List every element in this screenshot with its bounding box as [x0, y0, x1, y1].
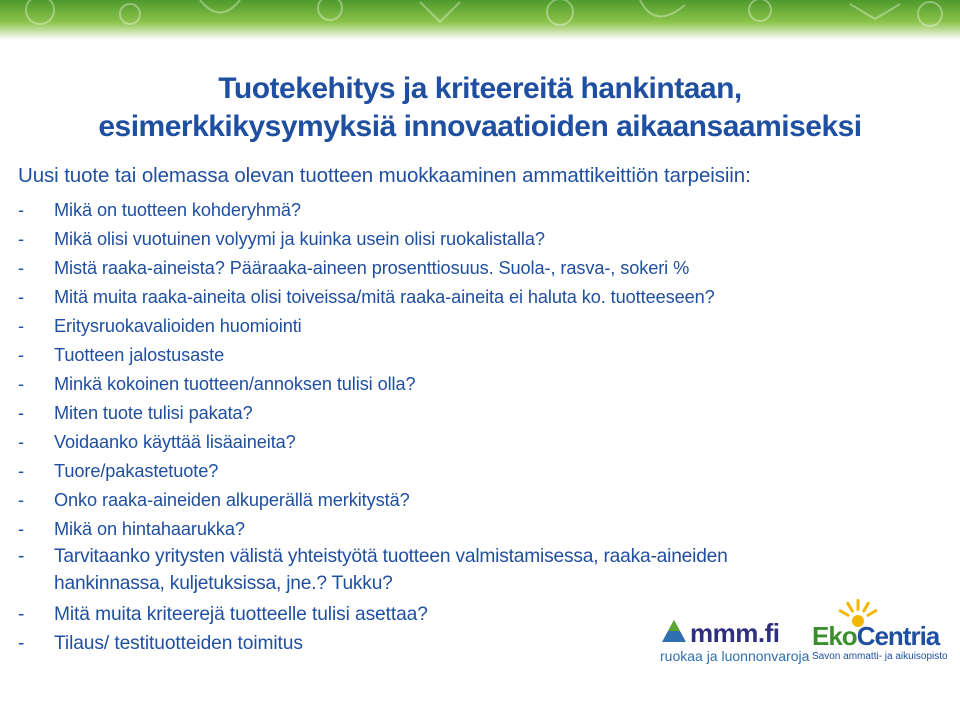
list-item	[18, 225, 948, 254]
list-item	[18, 544, 948, 571]
dash-bullet: -	[18, 374, 24, 394]
dash-bullet: -	[18, 461, 24, 481]
list-item	[18, 370, 948, 399]
list-item	[18, 196, 948, 225]
question-text: Tuore/pakastetuote?	[54, 461, 219, 481]
mmm-logo-tagline: ruokaa ja luonnonvaroja	[660, 648, 810, 664]
question-text: Mikä on tuotteen kohderyhmä?	[54, 200, 301, 220]
question-text: Voidaanko käyttää lisäaineita?	[54, 432, 296, 452]
question-text: Eritysruokavalioiden huomiointi	[54, 316, 302, 336]
dash-bullet: -	[18, 633, 25, 654]
question-text: Mikä on hintahaarukka?	[54, 519, 245, 539]
ekocentria-logo-centria: Centria	[856, 621, 940, 651]
list-item	[18, 312, 948, 341]
slide-title-line-2: esimerkkikysymyksiä innovaatioiden aikaansaamiseksi	[98, 110, 862, 143]
question-text: Onko raaka-aineiden alkuperällä merkitystä?	[54, 490, 410, 510]
question-text: Mitä muita kriteerejä tuotteelle tulisi asettaa?	[54, 604, 428, 625]
question-text: Mistä raaka-aineista? Pääraaka-aineen prosenttiosuus. Suola-, rasva-, sokeri %	[54, 258, 690, 278]
dash-bullet: -	[18, 604, 25, 625]
question-text: Tuotteen jalostusaste	[54, 345, 225, 365]
mmm-logo-text: mmm.fi	[690, 618, 780, 648]
question-text: Minkä kokoinen tuotteen/annoksen tulisi olla?	[54, 374, 416, 394]
list-item	[18, 457, 948, 486]
question-text: Mitä muita raaka-aineita olisi toiveissa/mitä raaka-aineita ei haluta ko. tuotteeseen?	[54, 287, 715, 307]
list-item	[18, 428, 948, 457]
dash-bullet: -	[18, 432, 24, 452]
mmm-logo	[660, 610, 810, 670]
dash-bullet: -	[18, 403, 24, 423]
list-item	[18, 515, 948, 544]
ekocentria-logo-tagline: Savon ammatti- ja aikuisopisto	[812, 651, 948, 662]
dash-bullet: -	[18, 229, 24, 249]
dash-bullet: -	[18, 519, 24, 539]
dash-bullet: -	[18, 490, 24, 510]
dash-bullet: -	[18, 316, 24, 336]
dash-bullet: -	[18, 258, 24, 278]
ekocentria-logo-eko: Eko	[812, 621, 857, 651]
question-list	[18, 196, 948, 658]
question-text: Tarvitaanko yritysten välistä yhteistyötä tuotteen valmistamisessa, raaka-aineiden	[54, 546, 728, 567]
dash-bullet: -	[18, 200, 24, 220]
intro-text: Uusi tuote tai olemassa olevan tuotteen muokkaaminen ammattikeittiön tarpeisiin:	[18, 164, 751, 187]
question-text: Miten tuote tulisi pakata?	[54, 403, 253, 423]
food-doodles-decoration	[0, 0, 960, 40]
dash-bullet: -	[18, 345, 24, 365]
slide-title-line-1: Tuotekehitys ja kriteereitä hankintaan,	[218, 72, 742, 105]
list-item	[18, 341, 948, 370]
list-item	[18, 399, 948, 428]
question-text: hankinnassa, kuljetuksissa, jne.? Tukku?	[54, 572, 393, 594]
mountain-icon	[660, 618, 688, 646]
ekocentria-logo	[812, 595, 952, 665]
question-text: Tilaus/ testituotteiden toimitus	[54, 633, 303, 654]
dash-bullet: -	[18, 287, 24, 307]
list-item-continuation	[18, 571, 948, 601]
list-item	[18, 600, 948, 629]
list-item	[18, 254, 948, 283]
dash-bullet: -	[18, 546, 25, 567]
ekocentria-logo-name	[812, 621, 939, 652]
top-banner	[0, 0, 960, 40]
question-text: Mikä olisi vuotuinen volyymi ja kuinka usein olisi ruokalistalla?	[54, 229, 545, 249]
slide-title	[40, 70, 920, 146]
list-item	[18, 283, 948, 312]
list-item	[18, 486, 948, 515]
